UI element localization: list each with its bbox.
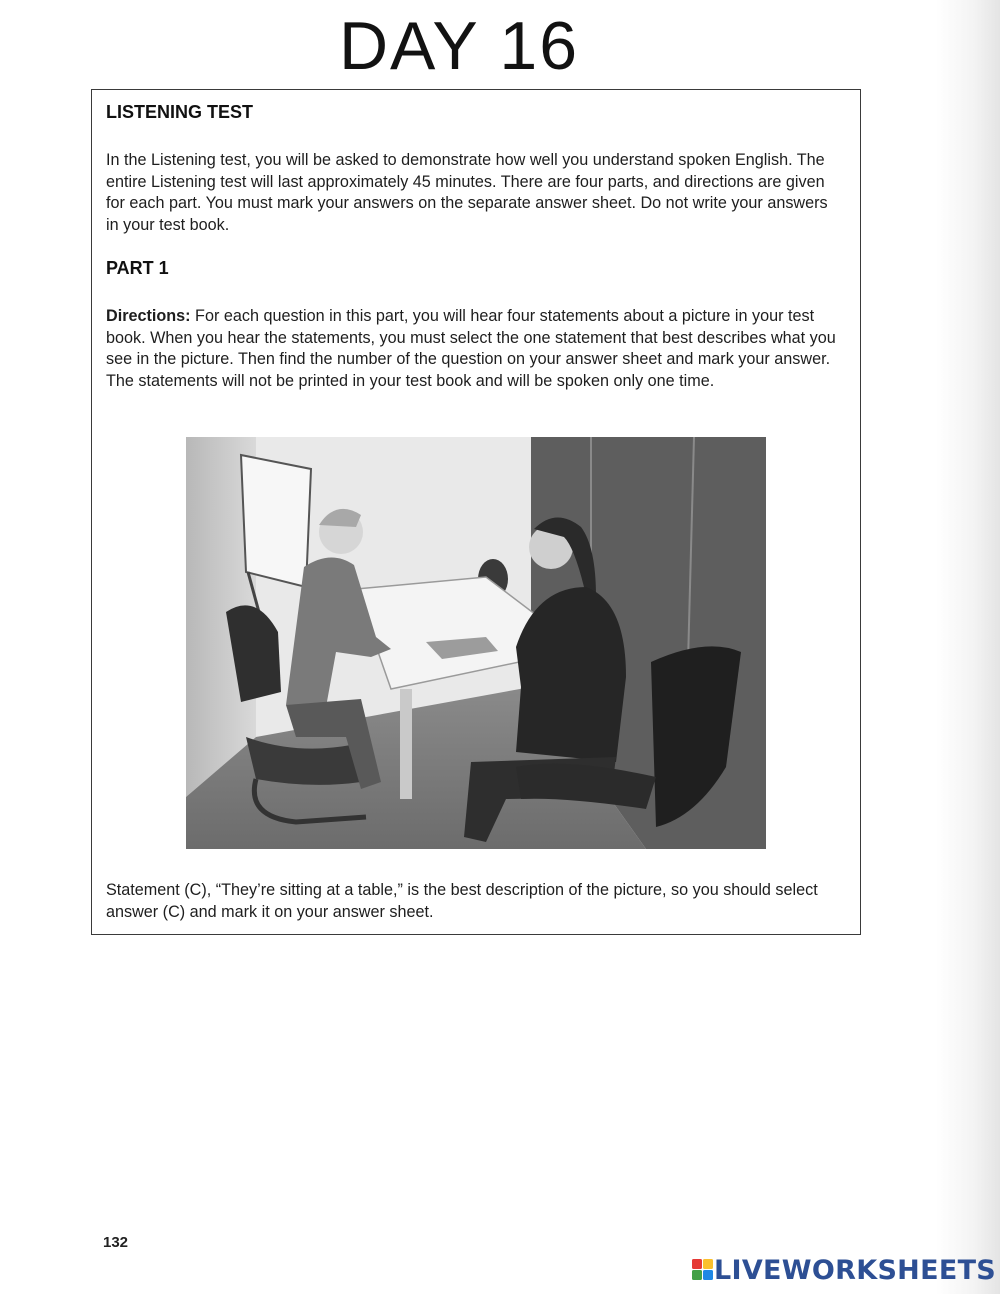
part-1-heading: PART 1 bbox=[106, 258, 169, 278]
page-title: DAY 16 bbox=[338, 8, 580, 84]
listening-test-heading: LISTENING TEST bbox=[106, 102, 254, 122]
liveworksheets-wordmark: LIVEWORKSHEETS bbox=[714, 1254, 997, 1286]
page-number: 132 bbox=[103, 1234, 129, 1251]
liveworksheets-logo[interactable] bbox=[692, 1253, 996, 1287]
directions-text: For each question in this part, you will hear four statements about a picture in your test book. When you hear the statements, you must select the one statement that best describes what you see in the picture. Then find the number of the question on your answer sheet and mark your answer. The statements will not be printed in your test book and will be spoken only one time. bbox=[106, 307, 836, 390]
listening-intro: In the Listening test, you will be asked to demonstrate how well you understand spoken English. The entire Listening test will last approximately 45 minutes. There are four parts, and directions are given for each part. You must mark your answers on the separate answer sheet. Do not write your answers in your test book. bbox=[106, 151, 828, 234]
liveworksheets-badge-icon bbox=[692, 1259, 714, 1281]
directions-paragraph bbox=[106, 306, 841, 392]
example-statement: Statement (C), “They’re sitting at a table,” is the best description of the picture, so you should select answer (C) and mark it on your answer sheet. bbox=[106, 881, 818, 921]
directions-label: Directions: bbox=[106, 307, 191, 325]
example-photo bbox=[186, 437, 766, 849]
page-edge-shadow bbox=[936, 0, 1000, 1294]
